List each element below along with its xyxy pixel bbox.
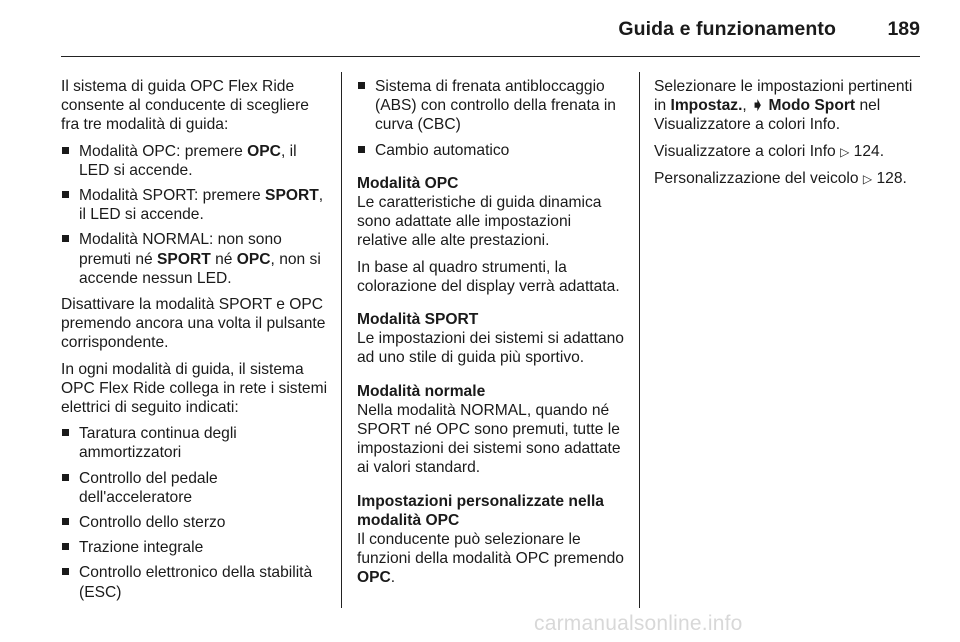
- section-heading: Modalità normale: [357, 382, 486, 400]
- systems-list: [61, 424, 329, 602]
- list-item: Modalità OPC: premere OPC, il LED si accende.: [61, 142, 329, 180]
- section-heading: Impostazioni personalizzate nella modalità OPC: [357, 492, 604, 529]
- header-divider: [61, 56, 920, 57]
- section-paragraph: In base al quadro strumenti, la colorazione del display verrà adattata.: [357, 258, 620, 295]
- bullet-icon: [62, 429, 69, 436]
- list-item: Sistema di frenata antibloccaggio (ABS) con controllo della frenata in curva (CBC): [357, 77, 625, 135]
- section-heading: Modalità OPC: [357, 174, 459, 192]
- intro-paragraph: Il sistema di guida OPC Flex Ride consente al conducente di scegliere fra tre modalità di guida:: [61, 78, 309, 134]
- list-item: Controllo del pedale dell'acceleratore: [61, 469, 329, 507]
- column-2: [357, 77, 625, 595]
- section-paragraph: Nella modalità NORMAL, quando né SPORT né OPC sono premuti, tutte le impostazioni dei sistemi sono adattate ai valori standard.: [357, 401, 621, 477]
- arrow-right-icon: ➧: [751, 97, 765, 115]
- bullet-icon: [62, 568, 69, 575]
- section-custom: [357, 492, 625, 588]
- column-1: [61, 77, 329, 609]
- column-divider-1: [341, 72, 342, 608]
- bullet-icon: [62, 543, 69, 550]
- deactivate-paragraph: Disattivare la modalità SPORT e OPC premendo ancora una volta il pulsante corrispondente.: [61, 296, 326, 352]
- bullet-icon: [358, 146, 365, 153]
- section-paragraph: Il conducente può selezionare le funzioni della modalità OPC premendo OPC.: [357, 531, 624, 587]
- reference-triangle-icon: ▷: [862, 171, 873, 186]
- reference-paragraph[interactable]: Personalizzazione del veicolo ▷ 128.: [654, 169, 907, 187]
- section-paragraph: Le impostazioni dei sistemi si adattano ad uno stile di guida più sportivo.: [357, 330, 624, 367]
- list-item: Trazione integrale: [61, 538, 329, 557]
- section-normal: [357, 382, 625, 478]
- list-item: Modalità SPORT: premere SPORT, il LED si accende.: [61, 186, 329, 224]
- column-divider-2: [639, 72, 640, 608]
- reference-triangle-icon: ▷: [840, 144, 850, 159]
- bullet-icon: [62, 518, 69, 525]
- page-reference[interactable]: 124: [853, 142, 880, 160]
- list-item: Controllo elettronico della stabilità (ESC): [61, 563, 329, 601]
- section-heading: Modalità SPORT: [357, 311, 479, 329]
- page-title: Guida e funzionamento: [618, 18, 836, 40]
- bullet-icon: [62, 235, 69, 242]
- network-paragraph: In ogni modalità di guida, il sistema OPC Flex Ride collega in rete i sistemi elettrici di seguito indicati:: [61, 360, 328, 417]
- reference-paragraph[interactable]: Visualizzatore a colori Info ▷ 124.: [654, 142, 885, 160]
- mode-list: [61, 142, 329, 288]
- list-item: Modalità NORMAL: non sono premuti né SPORT né OPC, non si accende nessun LED.: [61, 230, 329, 288]
- bullet-icon: [62, 147, 69, 154]
- list-item: Cambio automatico: [357, 141, 625, 160]
- bullet-icon: [62, 474, 69, 481]
- list-item: Controllo dello sterzo: [61, 513, 329, 532]
- page-number: 189: [887, 18, 920, 40]
- list-item: Taratura continua degli ammortizzatori: [61, 424, 329, 462]
- column-3: [654, 77, 926, 196]
- section-paragraph: Le caratteristiche di guida dinamica sono adattate alle impostazioni relative alle alte prestazioni.: [357, 194, 602, 250]
- page-reference[interactable]: 128: [876, 169, 903, 187]
- bullet-icon: [62, 191, 69, 198]
- systems-list-continued: [357, 77, 625, 160]
- section-opc: [357, 174, 625, 296]
- bullet-icon: [358, 82, 365, 89]
- settings-paragraph: Selezionare le impostazioni pertinenti in Impostaz., ➧ Modo Sport nel Visualizzatore a colori Info.: [654, 78, 913, 134]
- section-sport: [357, 310, 625, 368]
- watermark: carmanualsonline.info: [534, 612, 743, 635]
